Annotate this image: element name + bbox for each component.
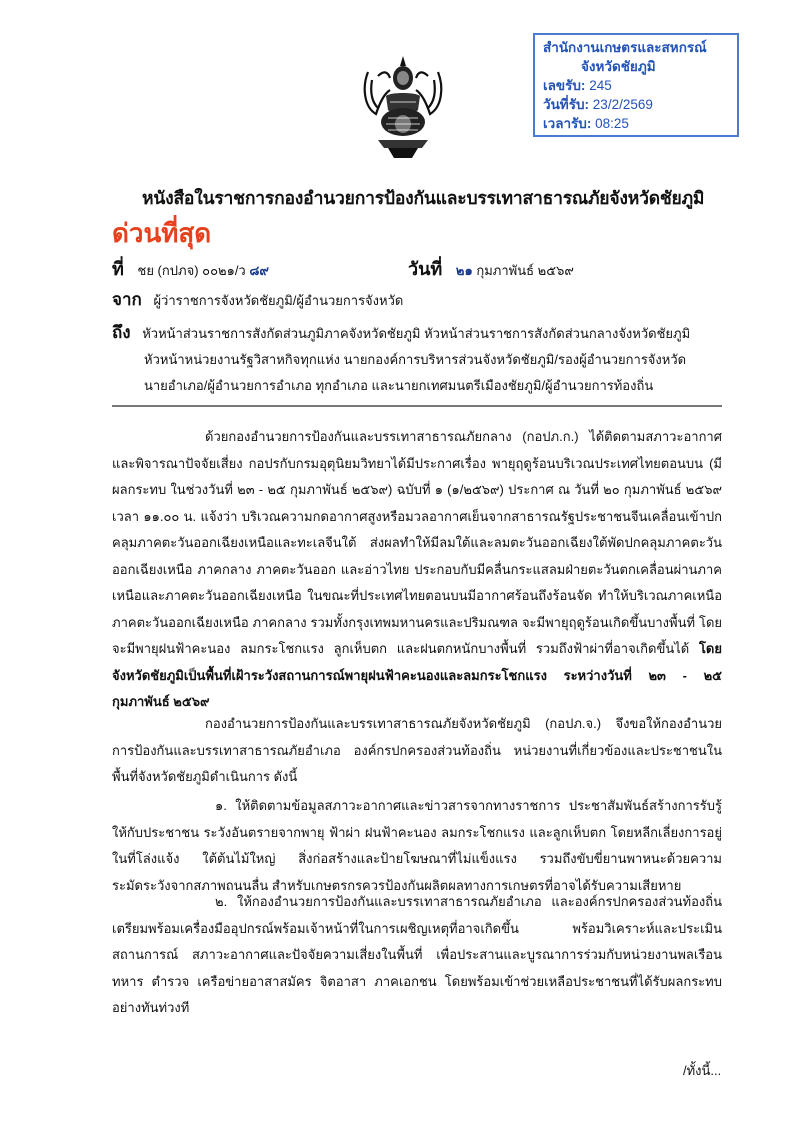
- urgency-label: ด่วนที่สุด: [112, 218, 212, 248]
- stamp-org-name: สำนักงานเกษตรและสหกรณ์: [543, 40, 707, 55]
- date-month-year: กุมภาพันธ์ ๒๕๖๙: [476, 263, 574, 278]
- to-line-3: นายอำเภอ/ผู้อำนวยการอำเภอ ทุกอำเภอ และนายกเทศมนตรีเมืองชัยภูมิ/ผู้อำนวยการท้องถิ่น: [144, 378, 654, 393]
- stamp-receive-time-label: เวลารับ:: [543, 116, 592, 131]
- paragraph-1-text: ด้วยกองอำนวยการป้องกันและบรรเทาสาธารณภัยกลาง (กอปภ.ก.) ได้ติดตามสภาวะอากาศและพิจารณาปัจจัยเสี่ยง กอปรกับกรมอุตุนิยมวิทยาได้มีประกาศเรื่อง พายุฤดูร้อนบริเวณประเทศไทยตอนบน (มีผลกระทบ ในช่วงวันที่ ๒๓ - ๒๕ กุมภาพันธ์ ๒๕๖๙) ฉบับที่ ๑ (๑/๒๕๖๙) ประกาศ ณ วันที่ ๒๐ กุมภาพันธ์ ๒๕๖๙ เวลา ๑๑.๐๐ น. แจ้งว่า บริเวณความกดอากาศสูงหรือมวลอากาศเย็นจากสาธารณรัฐประชาชนจีนเคลื่อนเข้าปกคลุมภาคตะวันออกเฉียงเหนือและทะเลจีนใต้ ส่งผลทำให้มีลมใต้และลมตะวันออกเฉียงใต้พัดปกคลุมภาคตะวันออกเฉียงเหนือ ภาคกลาง ภาคตะวันออก และอ่าวไทย ประกอบกับมีคลื่นกระแสลมฝ่ายตะวันตกเคลื่อนผ่านภาคเหนือและภาคตะวันออกเฉียงเหนือ ในขณะที่ประเทศไทยตอนบนมีอากาศร้อนถึงร้อนจัด ทำให้บริเวณภาคเหนือ ภาคตะวันออกเฉียงเหนือ ภาคกลาง รวมทั้งกรุงเทพมหานครและปริมณฑล จะมีพายุฤดูร้อนเกิดขึ้นบางพื้นที่ โดยจะมีพายุฝนฟ้าคะนอง ลมกระโชกแรง ลูกเห็บตก และฝนตกหนักบางพื้นที่ รวมถึงฟ้าผ่าที่อาจเกิดขึ้นได้: [112, 429, 722, 656]
- document-date: [408, 254, 574, 283]
- ref-number: ๘๙: [249, 263, 269, 278]
- to-line-1: [112, 320, 732, 347]
- ref-label: ที่: [112, 259, 124, 279]
- paragraph-2: [112, 711, 722, 791]
- stamp-receive-date-label: วันที่รับ:: [543, 97, 590, 112]
- list-item-1: [112, 793, 722, 899]
- paragraph-1-bold: โดยจังหวัดชัยภูมิเป็นพื้นที่เฝ้าระวังสถานการณ์พายุฝนฟ้าคะนองและลมกระโชกแรง ระหว่างวันที่ ๒๓ - ๒๕ กุมภาพันธ์ ๒๕๖๙: [112, 641, 722, 709]
- to-section: [112, 320, 732, 399]
- list-item-1-text: ๑. ให้ติดตามข้อมูลสภาวะอากาศและข่าวสารจากทางราชการ ประชาสัมพันธ์สร้างการรับรู้ให้กับประชาชน ระวังอันตรายจากพายุ ฟ้าผ่า ฝนฟ้าคะนอง ลมกระโชกแรง และลูกเห็บตก โดยหลีกเลี่ยงการอยู่ในที่โล่งแจ้ง ใต้ต้นไม้ใหญ่ สิ่งก่อสร้างและป้ายโฆษณาที่ไม่แข็งแรง รวมถึงขับขี่ยานพาหนะด้วยความระมัดระวังจากสภาพถนนลื่น สำหรับเกษตรกรควรป้องกันผลิตผลทางการเกษตรที่อาจได้รับความเสียหาย: [112, 798, 722, 893]
- document-title: หนังสือในราชการกองอำนวยการป้องกันและบรรเทาสาธารณภัยจังหวัดชัยภูมิ: [142, 188, 705, 208]
- stamp-receive-time-value: 08:25: [595, 116, 629, 131]
- receipt-stamp: [533, 33, 739, 137]
- to-recipients-1: หัวหน้าส่วนราชการสังกัดส่วนภูมิภาคจังหวัดชัยภูมิ หัวหน้าส่วนราชการสังกัดส่วนกลางจังหวัดชัยภูมิ: [142, 326, 691, 341]
- paragraph-1: [112, 424, 722, 716]
- stamp-province: จังหวัดชัยภูมิ: [581, 59, 656, 74]
- stamp-receive-no-value: 245: [589, 78, 612, 93]
- date-day: ๒๑: [455, 263, 473, 278]
- garuda-emblem-icon: [358, 52, 448, 162]
- ref-prefix: ชย (กปภจ) ๐๐๒๑/ว: [137, 263, 246, 278]
- continuation-marker: /ทั้งนี้...: [683, 1063, 722, 1078]
- to-label: ถึง: [112, 323, 131, 342]
- from-label: จาก: [112, 290, 142, 309]
- stamp-receive-no-label: เลขรับ:: [543, 78, 586, 93]
- reference-number: [112, 254, 269, 283]
- header-divider: [112, 405, 722, 407]
- from-section: [112, 286, 403, 313]
- stamp-receive-date: [543, 95, 729, 114]
- date-label: วันที่: [408, 259, 443, 279]
- list-item-2-text: ๒. ให้กองอำนวยการป้องกันและบรรเทาสาธารณภัยอำเภอ และองค์กรปกครองส่วนท้องถิ่น เตรียมพร้อมเครื่องมืออุปกรณ์พร้อมเจ้าหน้าที่ในการเผชิญเหตุที่อาจเกิดขึ้น พร้อมวิเคราะห์และประเมินสถานการณ์ สภาวะอากาศและปัจจัยความเสี่ยงในพื้นที่ เพื่อประสานและบูรณาการร่วมกับหน่วยงานพลเรือน ทหาร ตำรวจ เครือข่ายอาสาสมัคร จิตอาสา ภาคเอกชน โดยพร้อมเข้าช่วยเหลือประชาชนที่ได้รับผลกระทบอย่างทันท่วงที: [112, 894, 722, 1015]
- stamp-receive-date-value: 23/2/2569: [592, 97, 653, 112]
- from-value: ผู้ว่าราชการจังหวัดชัยภูมิ/ผู้อำนวยการจังหวัด: [153, 293, 404, 308]
- stamp-receive-no: [543, 76, 729, 95]
- list-item-2: [112, 889, 722, 1022]
- stamp-receive-time: [543, 114, 729, 133]
- to-line-2: หัวหน้าหน่วยงานรัฐวิสาหกิจทุกแห่ง นายกองค์การบริหารส่วนจังหวัดชัยภูมิ/รองผู้อำนวยการจังหวัด: [144, 352, 687, 367]
- paragraph-2-text: กองอำนวยการป้องกันและบรรเทาสาธารณภัยจังหวัดชัยภูมิ (กอปภ.จ.) จึงขอให้กองอำนวยการป้องกันและบรรเทาสาธารณภัยอำเภอ องค์กรปกครองส่วนท้องถิ่น หน่วยงานที่เกี่ยวข้องและประชาชนในพื้นที่จังหวัดชัยภูมิดำเนินการ ดังนี้: [112, 716, 722, 784]
